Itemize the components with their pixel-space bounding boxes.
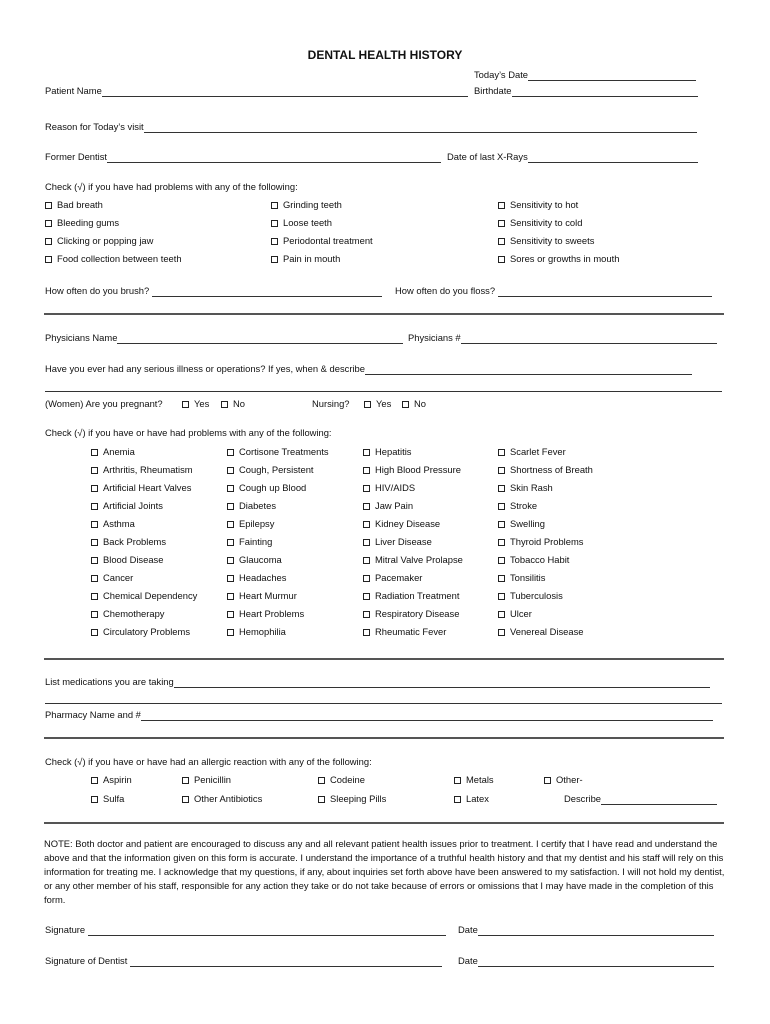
medical-item-label: Artificial Heart Valves xyxy=(103,482,192,493)
medical-item[interactable] xyxy=(498,626,583,638)
medical-item[interactable] xyxy=(91,536,166,548)
medical-item[interactable] xyxy=(363,608,459,620)
allergy-item[interactable]: Penicillin xyxy=(182,774,231,786)
medical-item[interactable] xyxy=(227,446,329,458)
medical-item[interactable] xyxy=(498,590,563,602)
illness-field[interactable] xyxy=(45,363,692,375)
page-title: DENTAL HEALTH HISTORY xyxy=(307,48,463,62)
checkbox[interactable] xyxy=(91,503,98,510)
physician-name-field[interactable] xyxy=(45,332,403,344)
checkbox[interactable] xyxy=(91,611,98,618)
medical-problems-prompt: Check (√) if you have or have had problems with any of the following: xyxy=(45,427,332,438)
medical-item-label: Fainting xyxy=(239,536,273,547)
medical-item-label: Mitral Valve Prolapse xyxy=(375,554,463,565)
medical-item[interactable] xyxy=(498,464,593,476)
medical-item-label: Chemical Dependency xyxy=(103,590,198,601)
checkbox[interactable] xyxy=(91,485,98,492)
certification-note: NOTE: Both doctor and patient are encouraged to discuss any and all relevant patient health issues prior to treatment. I certify that I have read and understand the above and that the information given on this form is accurate. I understand the importance of a truthful health history and that my dentist and his staff will rely on this information for treating me. I acknowledge that my questions, if any, about inquiries set forth above have been answered to my satisfaction. I will not hold my dentist, or any other member of his staff, responsible for any action they take or do not take because of errors or omissions that I may have made in the completion of this form. xyxy=(44,838,725,905)
checkbox[interactable] xyxy=(498,467,505,474)
checkbox[interactable] xyxy=(363,629,370,636)
pregnancy-label: (Women) Are you pregnant? xyxy=(45,398,163,409)
former-dentist-label: Former Dentist xyxy=(45,151,107,162)
medications-field[interactable] xyxy=(45,676,710,688)
dental-item[interactable]: Sensitivity to sweets xyxy=(498,235,594,247)
checkbox[interactable] xyxy=(227,449,234,456)
medical-item-label: Jaw Pain xyxy=(375,500,414,511)
medical-item-label: Cough up Blood xyxy=(239,482,307,493)
medical-item-label: Ulcer xyxy=(510,608,532,619)
dental-item[interactable]: Bleeding gums xyxy=(45,217,119,229)
checkbox[interactable] xyxy=(271,238,278,245)
medical-item[interactable] xyxy=(363,446,411,458)
nursing-no[interactable]: No xyxy=(402,398,426,410)
signature-label: Signature xyxy=(45,924,86,935)
medical-item[interactable] xyxy=(91,518,135,530)
medical-item-label: Radiation Treatment xyxy=(375,590,460,601)
medical-item[interactable] xyxy=(91,554,163,566)
checkbox[interactable] xyxy=(363,467,370,474)
medical-item-label: Heart Problems xyxy=(239,608,305,619)
last-xrays-field[interactable] xyxy=(447,151,698,163)
medical-item[interactable] xyxy=(363,626,446,638)
medical-item[interactable] xyxy=(227,500,276,512)
medical-item-label: Venereal Disease xyxy=(510,626,584,637)
patient-date-field[interactable] xyxy=(458,924,714,936)
checkbox[interactable] xyxy=(227,593,234,600)
checkbox[interactable] xyxy=(498,521,505,528)
medical-item-label: Chemotherapy xyxy=(103,608,165,619)
medical-item[interactable] xyxy=(91,500,163,512)
checkbox[interactable] xyxy=(91,449,98,456)
medications-label: List medications you are taking xyxy=(45,676,174,687)
patient-name-field[interactable] xyxy=(45,85,468,97)
medical-item-label: Arthritis, Rheumatism xyxy=(103,464,193,475)
medical-item[interactable] xyxy=(498,536,583,548)
medical-item-label: Cough, Persistent xyxy=(239,464,314,475)
checkbox[interactable] xyxy=(227,557,234,564)
checkbox[interactable] xyxy=(91,575,98,582)
medical-item[interactable] xyxy=(363,500,413,512)
medical-item[interactable] xyxy=(227,482,306,494)
dentist-date-field[interactable] xyxy=(458,955,714,967)
medical-item-label: Pacemaker xyxy=(375,572,423,583)
checkbox[interactable] xyxy=(363,611,370,618)
checkbox[interactable] xyxy=(227,539,234,546)
allergy-item[interactable]: Metals xyxy=(454,774,494,786)
medical-item-label: Thyroid Problems xyxy=(510,536,584,547)
allergy-item[interactable]: Sleeping Pills xyxy=(318,793,386,805)
checkbox[interactable] xyxy=(498,449,505,456)
medical-item[interactable] xyxy=(91,572,133,584)
section-divider xyxy=(44,737,724,739)
todays-date-field[interactable] xyxy=(474,69,696,81)
checkbox[interactable] xyxy=(271,202,278,209)
medical-item-label: Back Problems xyxy=(103,536,167,547)
medical-item-label: Cancer xyxy=(103,572,134,583)
medical-item[interactable] xyxy=(91,590,197,602)
checkbox[interactable] xyxy=(227,503,234,510)
floss-label: How often do you floss? xyxy=(395,285,496,296)
dental-item[interactable]: Clicking or popping jaw xyxy=(45,235,153,247)
medical-item[interactable] xyxy=(498,572,545,584)
pharmacy-field[interactable] xyxy=(45,709,713,721)
medical-item-label: Cortisone Treatments xyxy=(239,446,329,457)
checkbox[interactable] xyxy=(45,256,52,263)
checkbox[interactable] xyxy=(363,539,370,546)
physician-name-label: Physicians Name xyxy=(45,332,118,343)
pharmacy-label: Pharmacy Name and # xyxy=(45,709,141,720)
checkbox[interactable] xyxy=(454,777,461,784)
medical-item[interactable] xyxy=(498,446,566,458)
physician-number-label: Physicians # xyxy=(408,332,461,343)
checkbox[interactable] xyxy=(498,593,505,600)
allergy-item[interactable]: Other- xyxy=(544,774,583,786)
pregnancy-question xyxy=(45,398,163,410)
dental-item[interactable]: Grinding teeth xyxy=(271,199,342,211)
dental-item[interactable]: Periodontal treatment xyxy=(271,235,373,247)
checkbox[interactable] xyxy=(91,557,98,564)
pregnant-no[interactable]: No xyxy=(221,398,245,410)
birthdate-field[interactable] xyxy=(474,85,698,97)
medical-item[interactable] xyxy=(227,608,304,620)
medical-item[interactable] xyxy=(498,482,553,494)
checkbox[interactable] xyxy=(271,256,278,263)
medical-item-label: Diabetes xyxy=(239,500,277,511)
medical-item[interactable] xyxy=(363,482,415,494)
date-label: Date xyxy=(458,924,478,935)
allergy-describe-field[interactable] xyxy=(564,793,717,805)
checkbox[interactable] xyxy=(363,485,370,492)
dental-item[interactable]: Sores or growths in mouth xyxy=(498,253,619,265)
medical-item-label: Respiratory Disease xyxy=(375,608,460,619)
checkbox[interactable] xyxy=(498,575,505,582)
medical-item-label: Shortness of Breath xyxy=(510,464,593,475)
medical-item[interactable] xyxy=(91,482,191,494)
checkbox[interactable] xyxy=(91,593,98,600)
section-divider xyxy=(44,658,724,660)
checkbox[interactable] xyxy=(318,796,325,803)
medical-item[interactable] xyxy=(498,518,545,530)
medical-item-label: Liver Disease xyxy=(375,536,432,547)
medical-item-label: Asthma xyxy=(103,518,135,529)
allergy-item[interactable]: Codeine xyxy=(318,774,365,786)
checkbox[interactable] xyxy=(363,521,370,528)
checkbox[interactable] xyxy=(363,557,370,564)
patient-name-label: Patient Name xyxy=(45,85,102,96)
section-divider xyxy=(44,313,724,315)
checkbox[interactable] xyxy=(498,503,505,510)
checkbox[interactable] xyxy=(227,467,234,474)
medical-item[interactable] xyxy=(227,554,282,566)
dental-item[interactable]: Sensitivity to cold xyxy=(498,217,582,229)
medical-item[interactable] xyxy=(227,626,286,638)
medical-item-label: Tonsilitis xyxy=(510,572,546,583)
medical-item-label: Heart Murmur xyxy=(239,590,297,601)
checkbox[interactable] xyxy=(544,777,551,784)
reason-label: Reason for Today’s visit xyxy=(45,121,144,132)
floss-frequency-field[interactable] xyxy=(395,285,712,297)
medical-item-label: Glaucoma xyxy=(239,554,282,565)
checkbox[interactable] xyxy=(498,238,505,245)
checkbox[interactable] xyxy=(182,777,189,784)
allergy-item[interactable]: Aspirin xyxy=(91,774,132,786)
medical-item[interactable] xyxy=(363,554,463,566)
checkbox[interactable] xyxy=(227,575,234,582)
medical-item[interactable] xyxy=(363,572,422,584)
todays-date-label: Today’s Date xyxy=(474,69,529,80)
medical-item-label: Blood Disease xyxy=(103,554,164,565)
illness-line-2[interactable] xyxy=(45,380,722,392)
last-xrays-label: Date of last X-Rays xyxy=(447,151,528,162)
former-dentist-field[interactable] xyxy=(45,151,441,163)
dental-item[interactable]: Food collection between teeth xyxy=(45,253,182,265)
medical-item[interactable] xyxy=(363,464,461,476)
medical-item-label: Tuberculosis xyxy=(510,590,563,601)
checkbox[interactable] xyxy=(498,256,505,263)
checkbox[interactable] xyxy=(498,557,505,564)
checkbox[interactable] xyxy=(91,467,98,474)
nursing-label: Nursing? xyxy=(312,398,350,409)
checkbox[interactable] xyxy=(363,575,370,582)
brush-label: How often do you brush? xyxy=(45,285,150,296)
medical-item[interactable] xyxy=(91,608,165,620)
medical-item-label: Scarlet Fever xyxy=(510,446,566,457)
describe-label: Describe xyxy=(564,793,601,804)
medical-item-label: Epilepsy xyxy=(239,518,275,529)
dentist-signature-field[interactable] xyxy=(45,955,442,967)
medical-item-label: Artificial Joints xyxy=(103,500,163,511)
medications-line-2[interactable] xyxy=(45,692,722,704)
medical-item-label: Circulatory Problems xyxy=(103,626,191,637)
checkbox[interactable] xyxy=(91,629,98,636)
medical-item[interactable] xyxy=(363,518,440,530)
checkbox[interactable] xyxy=(498,202,505,209)
checkbox[interactable] xyxy=(271,220,278,227)
medical-item-label: Rheumatic Fever xyxy=(375,626,447,637)
medical-item-label: High Blood Pressure xyxy=(375,464,461,475)
medical-item[interactable] xyxy=(227,572,286,584)
allergy-item[interactable]: Other Antibiotics xyxy=(182,793,262,805)
reason-field[interactable] xyxy=(45,121,697,133)
section-divider xyxy=(44,822,724,824)
medical-item[interactable] xyxy=(91,464,193,476)
checkbox[interactable] xyxy=(182,796,189,803)
checkbox[interactable] xyxy=(363,593,370,600)
checkbox[interactable] xyxy=(91,796,98,803)
checkbox[interactable] xyxy=(402,401,409,408)
checkbox[interactable] xyxy=(91,521,98,528)
medical-item[interactable] xyxy=(498,500,537,512)
medical-item-label: Hemophilia xyxy=(239,626,286,637)
medical-item[interactable] xyxy=(227,536,272,548)
medical-item-label: Headaches xyxy=(239,572,287,583)
checkbox[interactable] xyxy=(221,401,228,408)
checkbox[interactable] xyxy=(498,485,505,492)
medical-item-label: Hepatitis xyxy=(375,446,412,457)
checkbox[interactable] xyxy=(227,629,234,636)
checkbox[interactable] xyxy=(227,485,234,492)
checkbox[interactable] xyxy=(227,521,234,528)
checkbox[interactable] xyxy=(318,777,325,784)
medical-item-label: Tobacco Habit xyxy=(510,554,570,565)
medical-item[interactable] xyxy=(498,554,569,566)
medical-item-label: HIV/AIDS xyxy=(375,482,416,493)
allergy-item[interactable]: Latex xyxy=(454,793,489,805)
checkbox[interactable] xyxy=(91,777,98,784)
checkbox[interactable] xyxy=(91,539,98,546)
date-label: Date xyxy=(458,955,478,966)
checkbox[interactable] xyxy=(364,401,371,408)
pregnant-yes[interactable]: Yes xyxy=(182,398,209,410)
checkbox[interactable] xyxy=(45,238,52,245)
checkbox[interactable] xyxy=(45,202,52,209)
dentist-signature-label: Signature of Dentist xyxy=(45,955,128,966)
dental-item[interactable]: Pain in mouth xyxy=(271,253,340,265)
medical-item-label: Swelling xyxy=(510,518,545,529)
checkbox[interactable] xyxy=(363,449,370,456)
checkbox[interactable] xyxy=(498,629,505,636)
nursing-yes[interactable]: Yes xyxy=(364,398,391,410)
medical-item[interactable] xyxy=(227,518,274,530)
checkbox[interactable] xyxy=(363,503,370,510)
allergy-item[interactable]: Sulfa xyxy=(91,793,124,805)
checkbox[interactable] xyxy=(182,401,189,408)
patient-signature-field[interactable] xyxy=(45,924,446,936)
medical-item[interactable] xyxy=(227,590,297,602)
medical-item-label: Kidney Disease xyxy=(375,518,441,529)
medical-item-label: Skin Rash xyxy=(510,482,553,493)
checkbox[interactable] xyxy=(498,539,505,546)
medical-item[interactable] xyxy=(91,446,135,458)
medical-item[interactable] xyxy=(498,608,532,620)
checkbox[interactable] xyxy=(498,220,505,227)
brush-frequency-field[interactable] xyxy=(45,285,382,297)
checkbox[interactable] xyxy=(227,611,234,618)
medical-item-label: Stroke xyxy=(510,500,538,511)
medical-item[interactable] xyxy=(91,626,190,638)
checkbox[interactable] xyxy=(45,220,52,227)
checkbox[interactable] xyxy=(454,796,461,803)
medical-item[interactable] xyxy=(363,536,432,548)
medical-item[interactable] xyxy=(363,590,459,602)
dental-item[interactable]: Bad breath xyxy=(45,199,103,211)
medical-item[interactable] xyxy=(227,464,314,476)
physician-number-field[interactable] xyxy=(408,332,717,344)
dental-item[interactable]: Sensitivity to hot xyxy=(498,199,578,211)
birthdate-label: Birthdate xyxy=(474,85,512,96)
dental-item[interactable]: Loose teeth xyxy=(271,217,332,229)
dental-problems-prompt: Check (√) if you have had problems with any of the following: xyxy=(45,181,298,192)
illness-label: Have you ever had any serious illness or operations? If yes, when & describe xyxy=(45,363,365,374)
medical-item-label: Anemia xyxy=(103,446,135,457)
checkbox[interactable] xyxy=(498,611,505,618)
allergies-prompt: Check (√) if you have or have had an allergic reaction with any of the following: xyxy=(45,756,372,767)
